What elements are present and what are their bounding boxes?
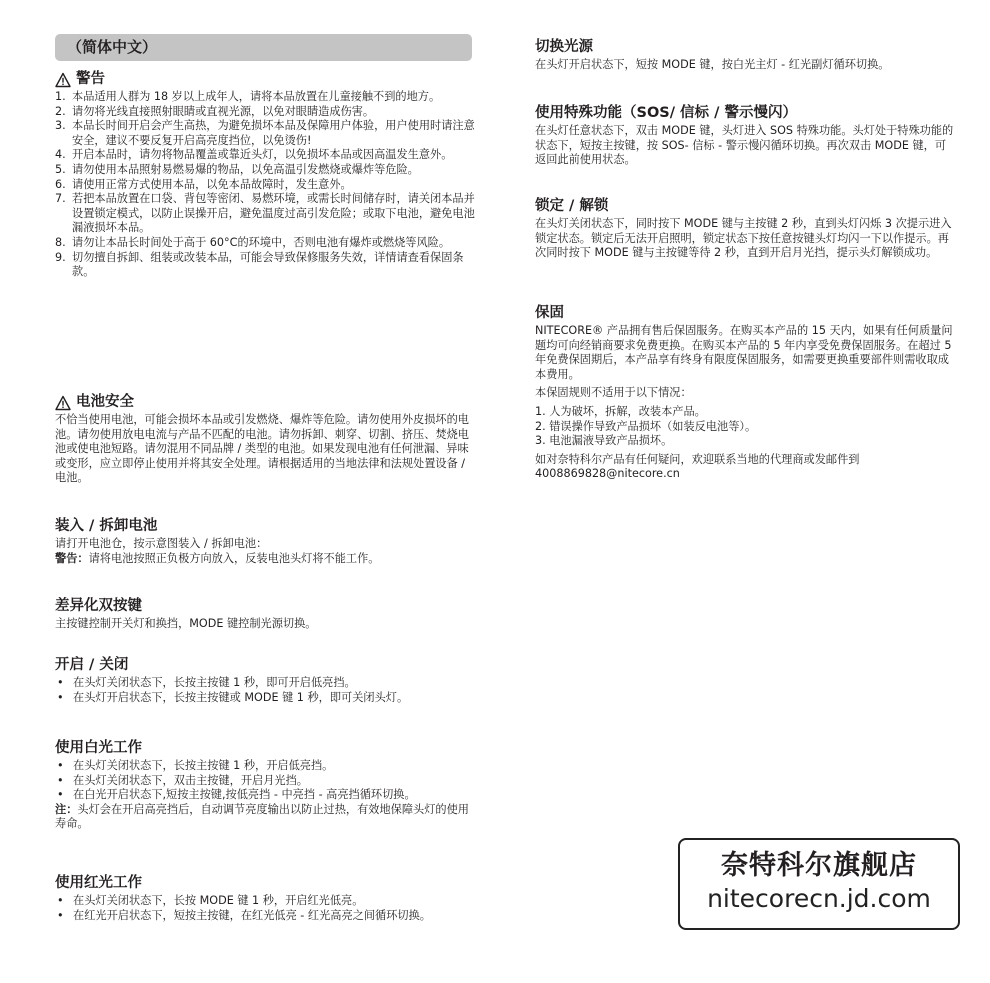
list-number: 8.	[55, 235, 66, 249]
red-light-item-text: 在头灯关闭状态下，长按 MODE 键 1 秒，开启红光低亮。	[73, 894, 364, 907]
warranty-contact: 如对奈特科尔产品有任何疑问，欢迎联系当地的代理商或发邮件到 4008869828@nitecore.cn	[535, 452, 860, 481]
warning-triangle-icon	[55, 395, 71, 411]
warranty-section	[535, 304, 957, 482]
white-light-title: 使用白光工作	[55, 740, 142, 756]
on-off-section	[55, 656, 475, 705]
switch-source-section	[535, 38, 957, 73]
warning-heading	[55, 70, 475, 89]
install-battery-section	[55, 517, 475, 566]
list-number: 5.	[55, 162, 66, 176]
on-off-item	[55, 691, 475, 706]
on-off-item-text: 在头灯关闭状态下，长按主按键 1 秒，即可开启低亮挡。	[73, 676, 356, 689]
warning-item	[55, 236, 475, 251]
list-number: 6.	[55, 177, 66, 191]
lock-section	[535, 197, 957, 261]
warning-item	[55, 148, 475, 163]
dual-button-section	[55, 597, 475, 632]
list-number: 1.	[55, 90, 66, 103]
battery-safety-text: 不恰当使用电池，可能会损坏本品或引发燃烧、爆炸等危险。请勿使用外皮损坏的电池。请勿使用放电电流与产品不匹配的电池。请勿拆卸、刺穿、切割、挤压、焚烧电池或使电池短路。请勿混用不同品牌 / 类型的电池。如果发现电池有任何泄漏、异味或变形，应立即停止使用并将其安全处理。请根据适用的当地法律和法规处置设备 / 电池。	[55, 413, 469, 485]
warning-item	[55, 163, 475, 178]
special-function-section	[535, 104, 957, 168]
install-battery-title: 装入 / 拆卸电池	[55, 518, 158, 534]
red-light-section	[55, 874, 475, 923]
warning-triangle-icon	[55, 72, 71, 88]
bullet-icon: •	[57, 894, 64, 907]
list-number: 7.	[55, 192, 66, 206]
warning-list	[55, 90, 475, 280]
white-light-note	[55, 803, 475, 832]
white-light-list	[55, 759, 475, 803]
warranty-exclusion-item: 1. 人为破坏，拆解，改装本产品。	[535, 404, 706, 418]
warranty-title: 保固	[535, 305, 564, 321]
white-light-item-text: 在白光开启状态下,短按主按键,按低亮挡 - 中亮挡 - 高亮挡循环切换。	[73, 788, 416, 802]
warning-item-text: 本品长时间开启会产生高热，为避免损坏本品及保障用户体验，用户使用时请注意安全，建议不要反复开启高亮度挡位，以免烫伤!	[72, 119, 475, 147]
white-light-item-text: 在头灯关闭状态下，双击主按键，开启月光挡。	[73, 773, 308, 787]
warranty-exclusions-list	[535, 405, 957, 449]
store-stamp	[678, 838, 960, 930]
warning-item	[55, 119, 475, 148]
warning-item-text: 若把本品放置在口袋、背包等密闭、易燃环境，或需长时间储存时，请关闭本品并设置锁定模式，以防止误操开启，避免温度过高引发危险；或取下电池，避免电池漏液损坏本品。	[72, 192, 475, 235]
switch-source-text: 在头灯开启状态下，短按 MODE 键，按白光主灯 - 红光副灯循环切换。	[535, 58, 890, 71]
red-light-list	[55, 894, 475, 923]
warning-item-text: 请勿让本品长时间处于高于 60°C的环境中，否则电池有爆炸或燃烧等风险。	[72, 235, 451, 249]
warning-item-text: 开启本品时，请勿将物品覆盖或靠近头灯，以免损坏本品或因高温发生意外。	[72, 148, 453, 162]
store-name: 奈特科尔旗舰店	[721, 850, 917, 881]
on-off-list	[55, 676, 475, 705]
white-light-section	[55, 739, 475, 832]
dual-button-title: 差异化双按键	[55, 598, 142, 614]
bullet-icon: •	[57, 773, 64, 787]
warning-item-text: 请勿将光线直接照射眼睛或直视光源，以免对眼睛造成伤害。	[72, 104, 375, 118]
install-warning-lead: 警告：	[55, 551, 89, 565]
install-warning-text: 请将电池按照正负极方向放入，反装电池头灯将不能工作。	[88, 551, 380, 565]
install-battery-text: 请打开电池仓，按示意图装入 / 拆卸电池：	[55, 537, 268, 550]
switch-source-title: 切换光源	[535, 39, 593, 55]
white-light-note-text: 头灯会在开启高亮挡后，自动调节亮度输出以防止过热，有效地保障头灯的使用寿命。	[55, 802, 469, 831]
language-banner: （简体中文）	[55, 34, 472, 61]
warning-item-text: 切勿擅自拆卸、组装或改装本品，可能会导致保修服务失效，详情请查看保固条款。	[72, 250, 464, 279]
special-function-text: 在头灯任意状态下，双击 MODE 键，头灯进入 SOS 特殊功能。头灯处于特殊功能的状态下，短按主按键，按 SOS- 信标 - 警示慢闪循环切换。再次双击 MODE 键，可返回此前使用状态。	[535, 124, 954, 167]
battery-safety-section	[55, 393, 475, 486]
list-number: 3.	[55, 119, 66, 133]
red-light-item	[55, 894, 475, 909]
warning-item-text: 请使用正常方式使用本品，以免本品故障时，发生意外。	[72, 177, 352, 191]
bullet-icon: •	[57, 690, 64, 704]
white-light-note-lead: 注：	[55, 802, 78, 816]
bullet-icon: •	[57, 676, 64, 689]
warning-item	[55, 90, 475, 105]
red-light-item	[55, 909, 475, 924]
lock-text: 在头灯关闭状态下，同时按下 MODE 键与主按键 2 秒，直到头灯闪烁 3 次提示进入锁定状态。锁定后无法开启照明，锁定状态下按任意按键头灯均闪一下以作提示。再次同时按下 MODE 键与主按键等待 2 秒，直到开启月光挡，提示头灯解锁成功。	[535, 217, 952, 260]
red-light-title: 使用红光工作	[55, 875, 142, 891]
install-battery-warning	[55, 552, 475, 567]
warranty-text: NITECORE® 产品拥有售后保固服务。在购买本产品的 15 天内，如果有任何质量问题均可向经销商要求免费更换。在购买本产品的 5 年内享受免费保固服务。在超过 5 年免费保固期后，本产品享有终身有限度保固服务，如需要更换重要部件则需收取成本费用。	[535, 324, 953, 381]
warning-section	[55, 70, 475, 280]
white-light-item-text: 在头灯关闭状态下，长按主按键 1 秒，开启低亮挡。	[73, 759, 334, 772]
special-function-title: 使用特殊功能（SOS/ 信标 / 警示慢闪）	[535, 105, 797, 121]
white-light-item	[55, 759, 475, 774]
red-light-item-text: 在红光开启状态下，短按主按键，在红光低亮 - 红光高亮之间循环切换。	[73, 908, 431, 922]
bullet-icon: •	[57, 908, 64, 922]
on-off-item-text: 在头灯开启状态下，长按主按键或 MODE 键 1 秒，即可关闭头灯。	[73, 690, 409, 704]
list-number: 4.	[55, 148, 66, 162]
warning-item	[55, 105, 475, 120]
on-off-item	[55, 676, 475, 691]
warning-item	[55, 192, 475, 236]
bullet-icon: •	[57, 788, 64, 802]
battery-safety-heading	[55, 393, 475, 412]
warranty-exclusion-item: 3. 电池漏液导致产品损坏。	[535, 434, 673, 448]
warning-item	[55, 251, 475, 280]
lock-title: 锁定 / 解锁	[535, 198, 609, 214]
dual-button-text: 主按键控制开关灯和换挡，MODE 键控制光源切换。	[55, 617, 317, 630]
on-off-title: 开启 / 关闭	[55, 657, 129, 673]
warning-item-text: 本品适用人群为 18 岁以上成年人，请将本品放置在儿童接触不到的地方。	[72, 90, 441, 103]
warning-item	[55, 178, 475, 193]
warning-item-text: 请勿使用本品照射易燃易爆的物品，以免高温引发燃烧或爆炸等危险。	[72, 162, 419, 176]
list-number: 9.	[55, 250, 66, 264]
battery-safety-title: 电池安全	[76, 394, 134, 410]
list-number: 2.	[55, 104, 66, 118]
warning-title: 警告	[76, 71, 105, 87]
white-light-item	[55, 788, 475, 803]
warranty-exclusion-item: 2. 错误操作导致产品损坏（如装反电池等）。	[535, 419, 757, 433]
bullet-icon: •	[57, 759, 64, 772]
warranty-exclusions-intro: 本保固规则不适用于以下情况：	[535, 386, 692, 400]
store-url: nitecorecn.jd.com	[707, 884, 931, 913]
white-light-item	[55, 774, 475, 789]
